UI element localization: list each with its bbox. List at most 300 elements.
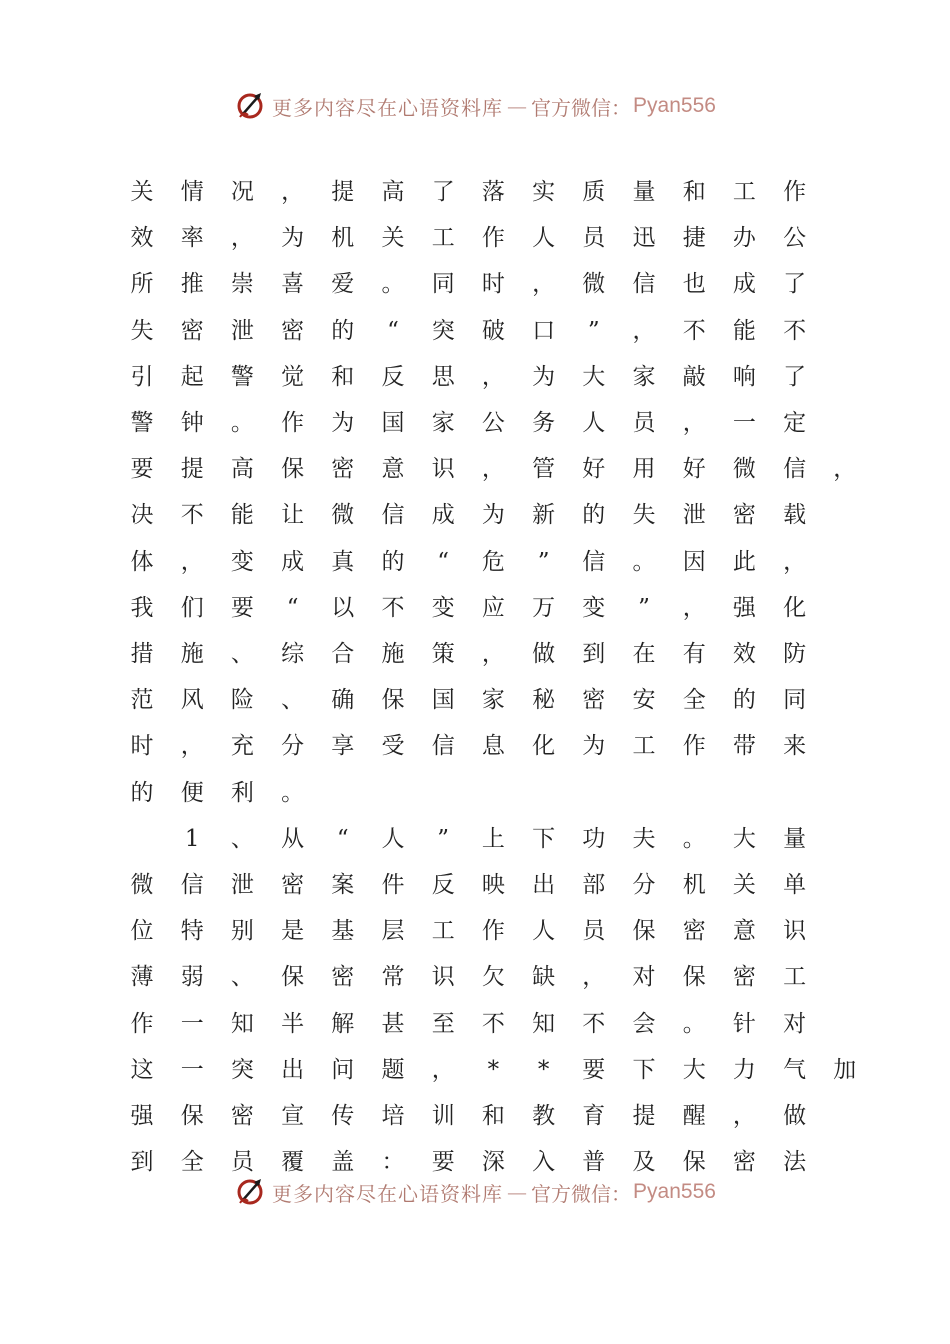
text-char: ， bbox=[833, 456, 857, 483]
text-char: 秘 bbox=[532, 687, 556, 714]
text-char: 气 bbox=[783, 1056, 807, 1083]
text-char: ， bbox=[481, 641, 505, 667]
text-char: 解 bbox=[331, 1010, 355, 1037]
text-char: 为 bbox=[532, 363, 556, 390]
text-char: 机 bbox=[682, 872, 706, 898]
text-char: 风 bbox=[180, 687, 204, 714]
footer-dash: — bbox=[507, 1180, 528, 1204]
text-char: 合 bbox=[331, 641, 355, 667]
text-char: 密 bbox=[281, 317, 305, 344]
text-char: 施 bbox=[381, 641, 405, 667]
text-char: 和 bbox=[481, 1103, 505, 1129]
text-char: 作 bbox=[281, 410, 305, 436]
text-char: 和 bbox=[331, 363, 355, 390]
text-char: 一 bbox=[180, 1056, 204, 1083]
text-char: 利 bbox=[230, 779, 254, 806]
text-char: 反 bbox=[431, 872, 455, 898]
text-char: 培 bbox=[381, 1103, 405, 1129]
text-char: 捷 bbox=[682, 225, 706, 252]
text-char: 普 bbox=[582, 1149, 606, 1176]
text-char: 。 bbox=[281, 779, 305, 806]
text-char: 薄 bbox=[130, 964, 154, 991]
footer-wechat-label: 官方微信： bbox=[531, 1181, 632, 1206]
quill-logo-icon bbox=[234, 90, 266, 122]
text-char: 以 bbox=[331, 594, 355, 621]
text-char: 率 bbox=[180, 225, 204, 252]
text-char: 密 bbox=[682, 918, 706, 945]
text-char: 失 bbox=[130, 317, 154, 344]
text-char: 全 bbox=[682, 687, 706, 714]
text-char: 为 bbox=[281, 225, 305, 252]
text-char: 密 bbox=[732, 964, 756, 991]
text-char: ， bbox=[632, 317, 656, 344]
text-char: 因 bbox=[682, 548, 706, 575]
text-char: 为 bbox=[331, 410, 355, 436]
text-char: 务 bbox=[532, 410, 556, 436]
text-char: ， bbox=[582, 964, 606, 991]
text-char: 钟 bbox=[180, 410, 204, 436]
text-char: 的 bbox=[732, 687, 756, 714]
text-char: 、 bbox=[230, 641, 254, 667]
text-char: 别 bbox=[230, 918, 254, 945]
text-char: 识 bbox=[783, 918, 807, 945]
text-char: 情 bbox=[180, 179, 204, 205]
text-char: 了 bbox=[783, 271, 807, 298]
text-char: 密 bbox=[331, 456, 355, 483]
text-char: 要 bbox=[130, 456, 154, 483]
text-char: 上 bbox=[481, 825, 505, 852]
text-char: 受 bbox=[381, 733, 405, 760]
text-char: 到 bbox=[130, 1149, 154, 1176]
text-char: 作 bbox=[130, 1010, 154, 1037]
text-char: 强 bbox=[130, 1103, 154, 1129]
text-char: 密 bbox=[732, 1149, 756, 1176]
text-char: “ bbox=[336, 825, 349, 852]
text-char: 让 bbox=[281, 502, 305, 529]
text-char: ， bbox=[481, 456, 505, 483]
text-char: 体 bbox=[130, 548, 154, 575]
text-char: ， bbox=[732, 1103, 756, 1129]
text-char: ” bbox=[638, 594, 650, 621]
text-char: 此 bbox=[732, 548, 756, 575]
text-char: 员 bbox=[582, 225, 606, 252]
text-char: 崇 bbox=[230, 271, 254, 298]
text-char: 件 bbox=[381, 872, 405, 898]
text-char: 做 bbox=[783, 1103, 807, 1129]
footer-banner bbox=[0, 1170, 950, 1206]
text-char: 单 bbox=[783, 872, 807, 898]
text-char: 也 bbox=[682, 271, 706, 298]
text-char: 不 bbox=[180, 502, 204, 529]
text-char: ” bbox=[587, 317, 600, 344]
text-char: 家 bbox=[632, 363, 656, 390]
text-char: 来 bbox=[783, 733, 807, 760]
text-char: 工 bbox=[783, 964, 807, 991]
text-char: 起 bbox=[180, 363, 204, 390]
text-char: 1 bbox=[184, 825, 200, 852]
text-char: 所 bbox=[130, 271, 154, 298]
text-char: 泄 bbox=[682, 502, 706, 529]
text-char: 育 bbox=[582, 1103, 606, 1129]
text-char: 全 bbox=[180, 1149, 204, 1176]
text-char: 思 bbox=[431, 363, 455, 390]
text-char: 针 bbox=[732, 1010, 756, 1037]
text-char: 危 bbox=[481, 548, 505, 575]
text-char: 不 bbox=[682, 317, 706, 344]
text-char: ， bbox=[682, 410, 706, 436]
text-char: 成 bbox=[732, 271, 756, 298]
text-char: 意 bbox=[732, 918, 756, 945]
text-char: 变 bbox=[431, 594, 455, 621]
text-char: 意 bbox=[381, 456, 405, 483]
header-banner bbox=[0, 86, 950, 126]
text-char: 有 bbox=[682, 641, 706, 667]
text-char: 要 bbox=[230, 594, 254, 621]
text-char: 机 bbox=[331, 225, 355, 252]
text-char: 公 bbox=[481, 410, 505, 436]
text-char: 迅 bbox=[632, 225, 656, 252]
text-char: 保 bbox=[180, 1103, 204, 1129]
header-wechat-label: 官方微信： bbox=[531, 95, 632, 120]
text-char: 教 bbox=[532, 1103, 556, 1129]
text-char: 功 bbox=[582, 825, 606, 852]
text-char: 微 bbox=[582, 271, 606, 298]
text-char: 分 bbox=[281, 733, 305, 760]
text-char: ， bbox=[481, 363, 505, 390]
text-char: 好 bbox=[582, 456, 606, 483]
text-char: ， bbox=[230, 225, 254, 252]
text-char: 防 bbox=[783, 641, 807, 667]
text-char: 层 bbox=[381, 918, 405, 945]
text-char: 入 bbox=[532, 1149, 556, 1176]
text-char: 夫 bbox=[632, 825, 656, 852]
text-char: 保 bbox=[682, 964, 706, 991]
text-char: 下 bbox=[632, 1056, 656, 1083]
text-char: 享 bbox=[331, 733, 355, 760]
text-char: 突 bbox=[230, 1056, 254, 1083]
text-char: 题 bbox=[381, 1056, 405, 1083]
text-char: ， bbox=[180, 548, 204, 575]
text-char: 高 bbox=[230, 456, 254, 483]
text-char: 是 bbox=[281, 918, 305, 945]
text-char: 了 bbox=[783, 363, 807, 390]
text-char: 管 bbox=[532, 456, 556, 483]
text-char: ， bbox=[783, 548, 807, 575]
text-char: 的 bbox=[582, 502, 606, 529]
text-char: 警 bbox=[130, 410, 154, 436]
text-char: 出 bbox=[532, 872, 556, 898]
text-char: 作 bbox=[481, 225, 505, 252]
text-char: 做 bbox=[532, 641, 556, 667]
text-char: 提 bbox=[331, 179, 355, 205]
text-char: 人 bbox=[582, 410, 606, 436]
text-char: 综 bbox=[281, 641, 305, 667]
text-char: 位 bbox=[130, 918, 154, 945]
text-char: 信 bbox=[180, 872, 204, 898]
text-char: 同 bbox=[431, 271, 455, 298]
text-char: 觉 bbox=[281, 363, 305, 390]
text-char: 引 bbox=[130, 363, 154, 390]
text-char: 宣 bbox=[281, 1103, 305, 1129]
text-char: 成 bbox=[281, 548, 305, 575]
text-char: 安 bbox=[632, 687, 656, 714]
text-char: ， bbox=[180, 733, 204, 760]
text-char: 对 bbox=[632, 964, 656, 991]
text-char: 微 bbox=[130, 872, 154, 898]
text-char: 甚 bbox=[381, 1010, 405, 1037]
text-char: 密 bbox=[732, 502, 756, 529]
text-char: 作 bbox=[481, 918, 505, 945]
text-char: 、 bbox=[230, 964, 254, 991]
text-char: 国 bbox=[431, 687, 455, 714]
text-char: 从 bbox=[281, 825, 305, 852]
text-char: 人 bbox=[381, 825, 405, 852]
text-char: 关 bbox=[381, 225, 405, 252]
text-char: 映 bbox=[481, 872, 505, 898]
text-char: 弱 bbox=[180, 964, 204, 991]
text-char: 爱 bbox=[331, 271, 355, 298]
header-site-text: 更多内容尽在心语资料库 bbox=[272, 95, 504, 120]
text-char: 成 bbox=[431, 502, 455, 529]
text-char: 况 bbox=[230, 179, 254, 205]
text-char: 提 bbox=[632, 1103, 656, 1129]
quill-logo-icon bbox=[234, 1176, 266, 1206]
text-char: 家 bbox=[431, 410, 455, 436]
text-char: 效 bbox=[130, 225, 154, 252]
text-char: 欠 bbox=[481, 964, 505, 991]
text-char: 加 bbox=[833, 1056, 857, 1083]
text-char: 至 bbox=[431, 1010, 455, 1037]
footer-site-text: 更多内容尽在心语资料库 bbox=[272, 1181, 504, 1206]
text-char: 大 bbox=[582, 363, 606, 390]
text-char: 警 bbox=[230, 363, 254, 390]
text-char: 变 bbox=[582, 594, 606, 621]
text-char: 提 bbox=[180, 456, 204, 483]
text-char: 便 bbox=[180, 779, 204, 806]
text-char: 喜 bbox=[281, 271, 305, 298]
text-char: 推 bbox=[180, 271, 204, 298]
text-char: 的 bbox=[130, 779, 154, 806]
text-char: 公 bbox=[783, 225, 807, 252]
text-char: 力 bbox=[732, 1056, 756, 1083]
text-char: 部 bbox=[582, 872, 606, 898]
text-char: 响 bbox=[732, 363, 756, 390]
text-char: 施 bbox=[180, 641, 204, 667]
text-char: 。 bbox=[381, 271, 405, 298]
text-char: “ bbox=[437, 548, 450, 575]
text-char: 一 bbox=[732, 410, 756, 436]
text-char: 及 bbox=[632, 1149, 656, 1176]
text-char: 工 bbox=[732, 179, 756, 205]
text-char: 实 bbox=[532, 179, 556, 205]
text-char: 对 bbox=[783, 1010, 807, 1037]
text-char: 保 bbox=[381, 687, 405, 714]
text-char: 为 bbox=[582, 733, 606, 760]
text-char: 这 bbox=[130, 1056, 154, 1083]
text-char: 的 bbox=[381, 548, 405, 575]
text-char: 突 bbox=[431, 317, 455, 344]
text-char: 作 bbox=[682, 733, 706, 760]
text-char: 半 bbox=[281, 1010, 305, 1037]
text-char: 。 bbox=[682, 825, 706, 852]
text-char: 特 bbox=[180, 918, 204, 945]
text-char: 效 bbox=[732, 641, 756, 667]
text-char: 。 bbox=[230, 410, 254, 436]
text-char: 工 bbox=[632, 733, 656, 760]
text-char: 措 bbox=[130, 641, 154, 667]
text-char: 不 bbox=[582, 1010, 606, 1037]
text-char: 人 bbox=[532, 918, 556, 945]
text-char: 盖 bbox=[331, 1149, 355, 1176]
text-char: 口 bbox=[532, 317, 556, 344]
text-char: 了 bbox=[431, 179, 455, 205]
header-wechat-id: Pyan556 bbox=[633, 94, 716, 117]
text-char: 微 bbox=[732, 456, 756, 483]
text-char: 会 bbox=[632, 1010, 656, 1037]
text-char: 人 bbox=[532, 225, 556, 252]
text-char: 常 bbox=[381, 964, 405, 991]
text-char: 真 bbox=[331, 548, 355, 575]
text-char: 能 bbox=[230, 502, 254, 529]
text-char: “ bbox=[387, 317, 399, 344]
text-char: 确 bbox=[331, 687, 355, 714]
text-char: 载 bbox=[783, 502, 807, 529]
text-char: 高 bbox=[381, 179, 405, 205]
text-char: ： bbox=[381, 1149, 405, 1176]
text-char: 不 bbox=[481, 1010, 505, 1037]
text-char: 带 bbox=[732, 733, 756, 760]
text-char: 保 bbox=[281, 456, 305, 483]
text-char: 在 bbox=[632, 641, 656, 667]
text-char: 化 bbox=[532, 733, 556, 760]
text-char: ， bbox=[281, 179, 305, 205]
text-char: 。 bbox=[682, 1010, 706, 1037]
text-char: 要 bbox=[582, 1056, 606, 1083]
text-char: 保 bbox=[632, 918, 656, 945]
text-char: ” bbox=[537, 548, 550, 575]
text-char: * bbox=[537, 1056, 550, 1083]
text-char: ， bbox=[431, 1056, 455, 1083]
text-char: * bbox=[487, 1056, 500, 1083]
text-char: 决 bbox=[130, 502, 154, 529]
text-char: 化 bbox=[783, 594, 807, 621]
text-char: 工 bbox=[431, 918, 455, 945]
text-char: 泄 bbox=[230, 317, 254, 344]
text-char: 办 bbox=[732, 225, 756, 252]
text-char: 一 bbox=[180, 1010, 204, 1037]
text-char: 量 bbox=[632, 179, 656, 205]
text-char: 下 bbox=[532, 825, 556, 852]
text-char: 问 bbox=[331, 1056, 355, 1083]
text-char: 范 bbox=[130, 687, 154, 714]
text-char: 充 bbox=[230, 733, 254, 760]
text-char: 到 bbox=[582, 641, 606, 667]
text-char: ” bbox=[437, 825, 450, 852]
text-char: 落 bbox=[481, 179, 505, 205]
text-char: 强 bbox=[732, 594, 756, 621]
text-char: 为 bbox=[481, 502, 505, 529]
text-char: 信 bbox=[582, 548, 606, 575]
text-char: 变 bbox=[230, 548, 254, 575]
text-char: 国 bbox=[381, 410, 405, 436]
text-char: 信 bbox=[431, 733, 455, 760]
text-char: 关 bbox=[732, 872, 756, 898]
text-char: 们 bbox=[180, 594, 204, 621]
text-char: 敲 bbox=[682, 363, 706, 390]
text-char: 出 bbox=[281, 1056, 305, 1083]
text-char: 案 bbox=[331, 872, 355, 898]
text-char: 要 bbox=[431, 1149, 455, 1176]
text-char: 保 bbox=[281, 964, 305, 991]
text-char: 策 bbox=[431, 641, 455, 667]
text-char: 不 bbox=[381, 594, 405, 621]
text-char: 传 bbox=[331, 1103, 355, 1129]
text-char: 不 bbox=[783, 317, 807, 344]
text-char: 微 bbox=[331, 502, 355, 529]
text-char: 、 bbox=[230, 825, 254, 852]
text-char: 知 bbox=[532, 1010, 556, 1037]
text-char: 和 bbox=[682, 179, 706, 205]
text-char: 量 bbox=[783, 825, 807, 852]
text-char: 保 bbox=[682, 1149, 706, 1176]
text-char: 破 bbox=[481, 317, 505, 344]
text-char: 密 bbox=[331, 964, 355, 991]
text-char: 息 bbox=[481, 733, 505, 760]
text-char: 信 bbox=[632, 271, 656, 298]
text-char: 识 bbox=[431, 456, 455, 483]
text-char: 醒 bbox=[682, 1103, 706, 1129]
text-char: 险 bbox=[230, 687, 254, 714]
text-char: 缺 bbox=[532, 964, 556, 991]
text-char: 覆 bbox=[281, 1149, 305, 1176]
text-char: 训 bbox=[431, 1103, 455, 1129]
text-char: “ bbox=[286, 594, 299, 621]
text-char: 时 bbox=[481, 271, 505, 298]
footer-wechat-id: Pyan556 bbox=[633, 1180, 716, 1203]
text-char: 家 bbox=[481, 687, 505, 714]
text-char: 应 bbox=[481, 594, 505, 621]
text-char: 密 bbox=[582, 687, 606, 714]
text-char: 好 bbox=[682, 456, 706, 483]
text-char: 能 bbox=[732, 317, 756, 344]
text-char: 工 bbox=[431, 225, 455, 252]
text-char: 识 bbox=[431, 964, 455, 991]
text-char: 法 bbox=[783, 1149, 807, 1176]
text-char: 泄 bbox=[230, 872, 254, 898]
text-char: 密 bbox=[180, 317, 204, 344]
text-char: 质 bbox=[582, 179, 606, 205]
text-char: 新 bbox=[532, 502, 556, 529]
text-char: 同 bbox=[783, 687, 807, 714]
text-char: 的 bbox=[331, 317, 355, 344]
text-char: 信 bbox=[783, 456, 807, 483]
header-dash: — bbox=[507, 94, 528, 118]
text-char: ， bbox=[682, 594, 706, 621]
text-char: 、 bbox=[281, 687, 305, 714]
text-char: 万 bbox=[532, 594, 556, 621]
text-char: 我 bbox=[130, 594, 154, 621]
text-char: 知 bbox=[230, 1010, 254, 1037]
text-char: 分 bbox=[632, 872, 656, 898]
text-char: 基 bbox=[331, 918, 355, 945]
text-char: 信 bbox=[381, 502, 405, 529]
text-char: 定 bbox=[783, 410, 807, 436]
text-char: 密 bbox=[281, 872, 305, 898]
text-char: ， bbox=[532, 271, 556, 298]
text-char: 用 bbox=[632, 456, 656, 483]
text-char: 作 bbox=[783, 179, 807, 205]
text-char: 员 bbox=[632, 410, 656, 436]
